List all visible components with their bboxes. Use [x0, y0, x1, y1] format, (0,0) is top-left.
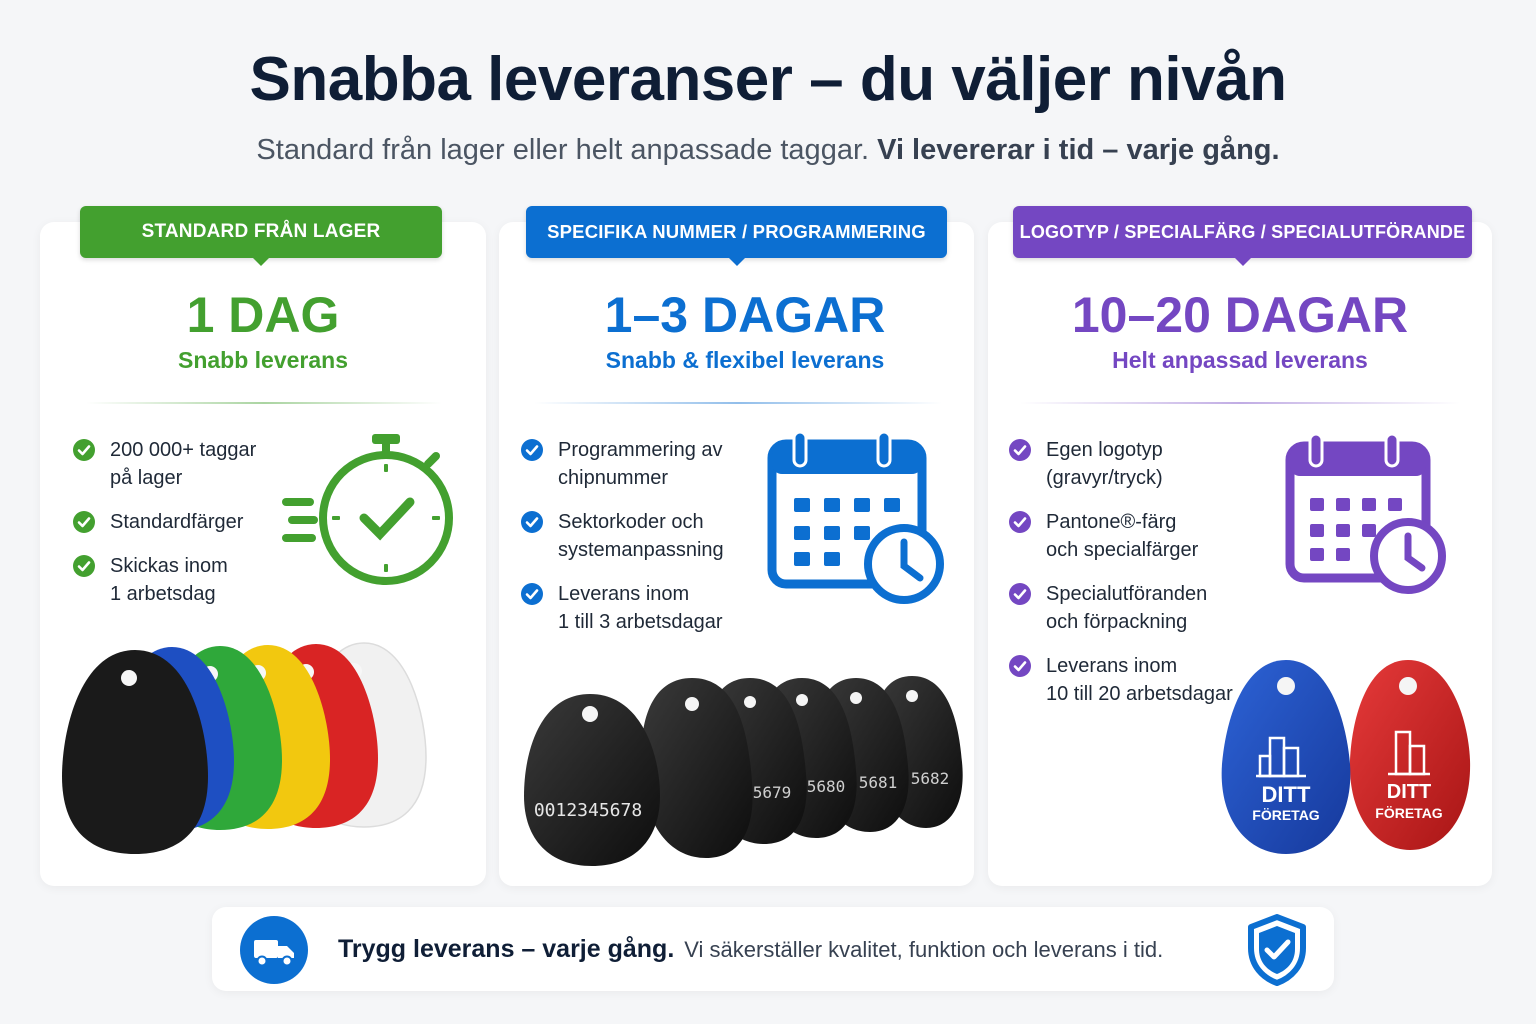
svg-text:0012345678: 0012345678: [533, 800, 643, 821]
separator: [534, 402, 942, 404]
tier-tagline-standard: Snabb leverans: [177, 347, 349, 373]
feature-text: Programmering av chipnummer: [558, 439, 723, 489]
subtitle-normal: Standard från lager eller helt anpassade taggar.: [256, 134, 870, 166]
feature-text: Leverans inom 10 till 20 arbetsdagar: [1046, 655, 1233, 705]
feature-item: [1008, 436, 1258, 492]
svg-text:FÖRETAG: FÖRETAG: [1252, 807, 1320, 823]
feature-item: [520, 580, 760, 636]
tier-days-standard: 1 DAG: [186, 287, 340, 343]
feature-list-standard: [72, 436, 292, 624]
stopwatch-icon: [282, 430, 456, 596]
svg-text:5680: 5680: [806, 777, 846, 796]
logo-tags-image: [1216, 656, 1476, 856]
check-circle-icon: [520, 438, 544, 462]
svg-text:DITT: DITT: [1386, 781, 1432, 803]
check-circle-icon: [520, 510, 544, 534]
check-circle-icon: [1008, 582, 1032, 606]
tier-days-programming: 1–3 DAGAR: [604, 287, 886, 343]
feature-text: Specialutföranden och förpackning: [1046, 583, 1208, 633]
feature-text: Skickas inom 1 arbetsdag: [110, 555, 228, 605]
svg-text:5681: 5681: [858, 773, 898, 792]
check-circle-icon: [1008, 438, 1032, 462]
check-circle-icon: [72, 438, 96, 462]
shield-check-icon: [1246, 914, 1308, 986]
feature-text: Sektorkoder och systemanpassning: [558, 511, 724, 561]
feature-item: [72, 436, 292, 492]
feature-item: [520, 508, 760, 564]
footer-bold: Trygg leverans – varje gång.: [338, 935, 675, 963]
feature-text: Pantone®-färg och specialfärger: [1046, 511, 1199, 561]
calendar-clock-icon: [1284, 430, 1450, 600]
feature-item: [72, 508, 292, 536]
separator: [86, 402, 442, 404]
feature-text: Egen logotyp (gravyr/tryck): [1046, 439, 1163, 489]
page-subtitle: [0, 134, 1536, 167]
tier-badge-custom: LOGOTYP / SPECIALFÄRG / SPECIALUTFÖRANDE: [1013, 206, 1472, 258]
tier-badge-standard: STANDARD FRÅN LAGER: [80, 206, 442, 258]
subtitle-bold: Vi levererar i tid – varje gång.: [877, 134, 1280, 166]
feature-list-programming: [520, 436, 760, 652]
feature-item: [520, 436, 760, 492]
logo-tag-blue: [1222, 660, 1351, 854]
logo-tag-red: [1350, 660, 1470, 850]
feature-text: 200 000+ taggar på lager: [110, 439, 257, 489]
check-circle-icon: [1008, 654, 1032, 678]
svg-text:5679: 5679: [752, 783, 792, 802]
page-title: Snabba leveranser – du väljer nivån: [249, 45, 1287, 114]
feature-text: Leverans inom 1 till 3 arbetsdagar: [558, 583, 723, 633]
svg-text:FÖRETAG: FÖRETAG: [1375, 805, 1443, 821]
check-circle-icon: [520, 582, 544, 606]
svg-text:DITT: DITT: [1261, 782, 1311, 807]
feature-item: [72, 552, 292, 608]
check-circle-icon: [72, 554, 96, 578]
numbered-tags-image: [520, 672, 966, 868]
tier-tagline-programming: Snabb & flexibel leverans: [605, 347, 885, 373]
color-tags-image: [62, 640, 462, 860]
tag-0012345678: [524, 694, 660, 866]
footer-text: [338, 935, 1163, 964]
separator: [1020, 402, 1460, 404]
svg-text:5682: 5682: [910, 769, 950, 788]
check-circle-icon: [72, 510, 96, 534]
footer-normal: Vi säkerställer kvalitet, funktion och leverans i tid.: [684, 937, 1164, 962]
tier-days-custom: 10–20 DAGAR: [1071, 287, 1409, 343]
tier-badge-programming: SPECIFIKA NUMMER / PROGRAMMERING: [526, 206, 947, 258]
calendar-clock-icon: [766, 428, 946, 608]
feature-item: [1008, 508, 1258, 564]
check-circle-icon: [1008, 510, 1032, 534]
tier-tagline-custom: Helt anpassad leverans: [1112, 347, 1368, 373]
feature-item: [1008, 580, 1258, 636]
truck-icon: [240, 916, 308, 984]
feature-text: Standardfärger: [110, 511, 244, 533]
